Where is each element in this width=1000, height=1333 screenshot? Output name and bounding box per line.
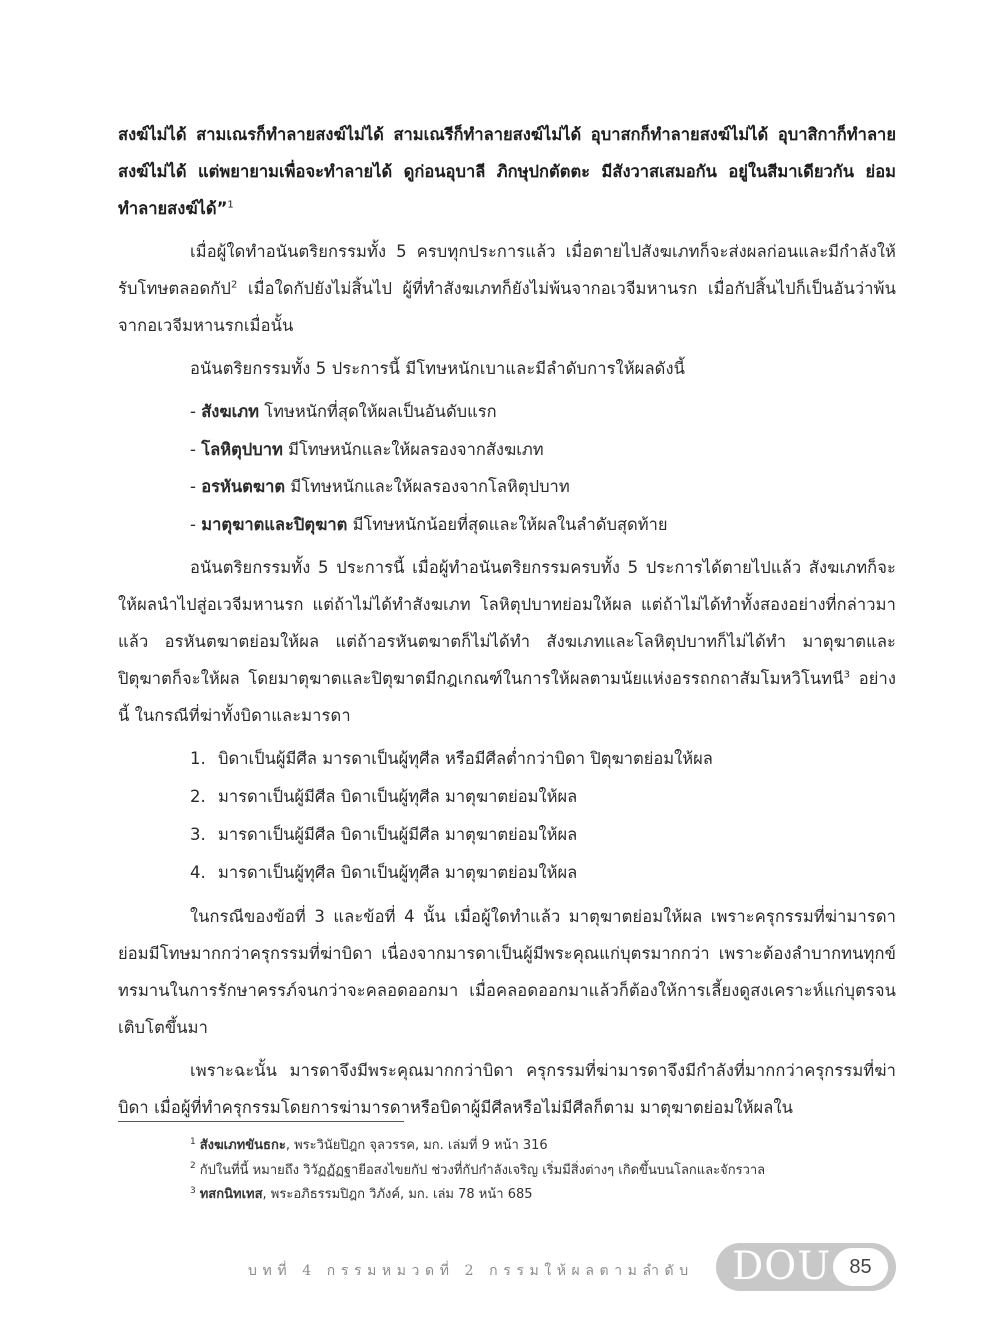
- list-item: [190, 506, 896, 544]
- footnote-number: 1: [190, 1136, 196, 1147]
- list-item: [190, 393, 896, 431]
- dou-logo: DOU: [732, 1244, 832, 1289]
- list-number: 1.: [190, 749, 206, 768]
- paragraph-3-text-a: อนันตริยกรรมทั้ง 5 ประการนี้ เมื่อผู้ทำอนันตริยกรรมครบทั้ง 5 ประการได้ตายไปแล้ว สังฆเภทก็จะให้ผลนำไปสู่อเวจีมหานรก แต่ถ้าไม่ได้ทำสังฆเภท โลหิตุปบาทย่อมให้ผล แต่ถ้าไม่ได้ทำทั้งสองอย่างที่กล่าวมาแล้ว อรหันตฆาตย่อมให้ผล แต่ถ้าอรหันตฆาตก็ไม่ได้ทำ สังฆเภทและโลหิตุปบาทก็ไม่ได้ทำ มาตุฆาตและปิตุฆาตก็จะให้ผล โดยมาตุฆาตและปิตุฆาตมีกฎเกณฑ์ในการให้ผลตามนัยแห่งอรรถกถาสัมโมหวิโนทนี: [118, 558, 896, 688]
- footnotes: [190, 1134, 910, 1208]
- list-desc: มีโทษหนักและให้ผลรองจากโลหิตุปบาท: [285, 477, 570, 496]
- list-term: มาตุฆาตและปิตุฆาต: [201, 514, 348, 534]
- footnote-2: [190, 1159, 910, 1184]
- list-dash: -: [190, 514, 196, 534]
- list-item: [190, 468, 896, 506]
- list-desc: มีโทษหนักน้อยที่สุดและให้ผลในลำดับสุดท้าย: [347, 514, 668, 534]
- footnote-ref-1: 1: [227, 199, 234, 211]
- footer-chapter-title: บทที่ 4 กรรมหมวดที่ 2 กรรมให้ผลตามลำดับ: [248, 1263, 694, 1279]
- footnote-1: [190, 1134, 910, 1159]
- paragraph-5: เพราะฉะนั้น มารดาจึงมีพระคุณมากกว่าบิดา ครุกรรมที่ฆ่ามารดาจึงมีกำลังที่มากกว่าครุกรรมที่ฆ่าบิดา เมื่อผู้ที่ทำครุกรรมโดยการฆ่ามารดาหรือบิดาผู้มีศีลหรือไม่มีศีลก็ตาม มาตุฆาตย่อมให้ผลใน: [118, 1061, 896, 1117]
- list-term: โลหิตุปบาท: [201, 439, 283, 459]
- paragraph-1: [118, 233, 896, 344]
- list-number: 2.: [190, 787, 206, 806]
- paragraph-2: อนันตริยกรรมทั้ง 5 ประการนี้ มีโทษหนักเบาและมีลำดับการให้ผลดังนี้: [190, 359, 686, 378]
- list-number: 4.: [190, 863, 206, 882]
- list-item: [190, 816, 896, 854]
- footnote-ref-2: 2: [230, 279, 238, 291]
- paragraph-3-text-b: อย่างนี้ ในกรณีที่ฆ่าทั้งบิดาและมารดา: [118, 669, 896, 725]
- list-text: มารดาเป็นผู้ทุศีล บิดาเป็นผู้ทุศีล มาตุฆาตย่อมให้ผล: [218, 863, 578, 882]
- list-text: มารดาเป็นผู้มีศีล บิดาเป็นผู้มีศีล มาตุฆาตย่อมให้ผล: [218, 825, 578, 844]
- paragraph-4: ในกรณีของข้อที่ 3 และข้อที่ 4 นั้น เมื่อผู้ใดทำแล้ว มาตุฆาตย่อมให้ผล เพราะครุกรรมที่ฆ่ามารดาย่อมมีโทษมากกว่าครุกรรมที่ฆ่าบิดา เนื่องจากมารดาเป็นผู้มีพระคุณแก่บุตรมากกว่า เพราะต้องลำบากทนทุกข์ทรมานในการรักษาครรภ์จนกว่าจะคลอดออกมา เมื่อคลอดออกมาแล้วก็ต้องให้การเลี้ยงดูสงเคราะห์แก่บุตรจนเติบโตขึ้นมา: [118, 907, 896, 1037]
- list-dash: -: [190, 402, 196, 421]
- paragraph-1-text-b: เมื่อใดกัปยังไม่สิ้นไป ผู้ที่ทำสังฆเภทก็ยังไม่พ้นจากอเวจีมหานรก เมื่อกัปสิ้นไปก็เป็นอันว่าพ้นจากอเวจีมหานรกเมื่อนั้น: [118, 279, 896, 335]
- footnote-number: 3: [190, 1185, 196, 1196]
- body-content: [118, 116, 896, 1126]
- list-term: อรหันตฆาต: [201, 477, 286, 496]
- list-text: บิดาเป็นผู้มีศีล มารดาเป็นผู้ทุศีล หรือมีศีลต่ำกว่าบิดา ปิตุฆาตย่อมให้ผล: [218, 749, 713, 768]
- list-term: สังฆเภท: [201, 402, 259, 421]
- list-item: [190, 740, 896, 778]
- intro-quote-text: สงฆ์ไม่ได้ สามเณรก็ทำลายสงฆ์ไม่ได้ สามเณรีก็ทำลายสงฆ์ไม่ได้ อุบาสกก็ทำลายสงฆ์ไม่ได้ อุบาสิกาก็ทำลายสงฆ์ไม่ได้ แต่พยายามเพื่อจะทำลายได้ ดูก่อนอุบาลี ภิกษุปกตัตตะ มีสังวาสเสมอกัน อยู่ในสีมาเดียวกัน ย่อมทำลายสงฆ์ได้”: [118, 125, 896, 218]
- list-desc: โทษหนักที่สุดให้ผลเป็นอันดับแรก: [259, 402, 497, 421]
- footnote-3: [190, 1183, 910, 1208]
- list-item: [190, 431, 896, 469]
- list-number: 3.: [190, 825, 206, 844]
- list-item: [190, 778, 896, 816]
- footer-badge: [716, 1243, 896, 1291]
- ranking-list: [118, 393, 896, 543]
- list-text: มารดาเป็นผู้มีศีล บิดาเป็นผู้ทุศีล มาตุฆาตย่อมให้ผล: [218, 787, 578, 806]
- list-item: [190, 854, 896, 892]
- footnote-text: , พระวินัยปิฎก จุลวรรค, มก. เล่มที่ 9 หน้า 316: [285, 1138, 548, 1153]
- paragraph-3: [118, 549, 896, 734]
- footnote-number: 2: [190, 1161, 196, 1172]
- case-list: [118, 740, 896, 892]
- intro-quote-paragraph: [118, 116, 896, 227]
- page-number: 85: [833, 1248, 888, 1286]
- footnote-source: สังฆเภทขันธกะ: [199, 1138, 286, 1153]
- footnote-text: กัปในที่นี้ หมายถึง วิวัฏฏัฏฐายีอสงไขยกัป ช่วงที่กัปกำลังเจริญ เริ่มมีสิ่งต่างๆ เกิดขึ้นบนโลกและจักรวาล: [199, 1162, 766, 1178]
- list-dash: -: [190, 477, 196, 496]
- footnote-ref-3: 3: [843, 669, 851, 681]
- list-dash: -: [190, 439, 196, 459]
- list-desc: มีโทษหนักและให้ผลรองจากสังฆเภท: [282, 439, 544, 459]
- footnote-divider: [118, 1121, 404, 1122]
- footnote-source: ทสกนิทเทส: [199, 1187, 263, 1202]
- paragraph-1-text-a: เมื่อผู้ใดทำอนันตริยกรรมทั้ง 5 ครบทุกประการแล้ว เมื่อตายไปสังฆเภทก็จะส่งผลก่อนและมีกำลังให้รับโทษตลอดกัป: [118, 242, 896, 298]
- footnote-text: , พระอภิธรรมปิฎก วิภังค์, มก. เล่ม 78 หน้า 685: [262, 1187, 533, 1202]
